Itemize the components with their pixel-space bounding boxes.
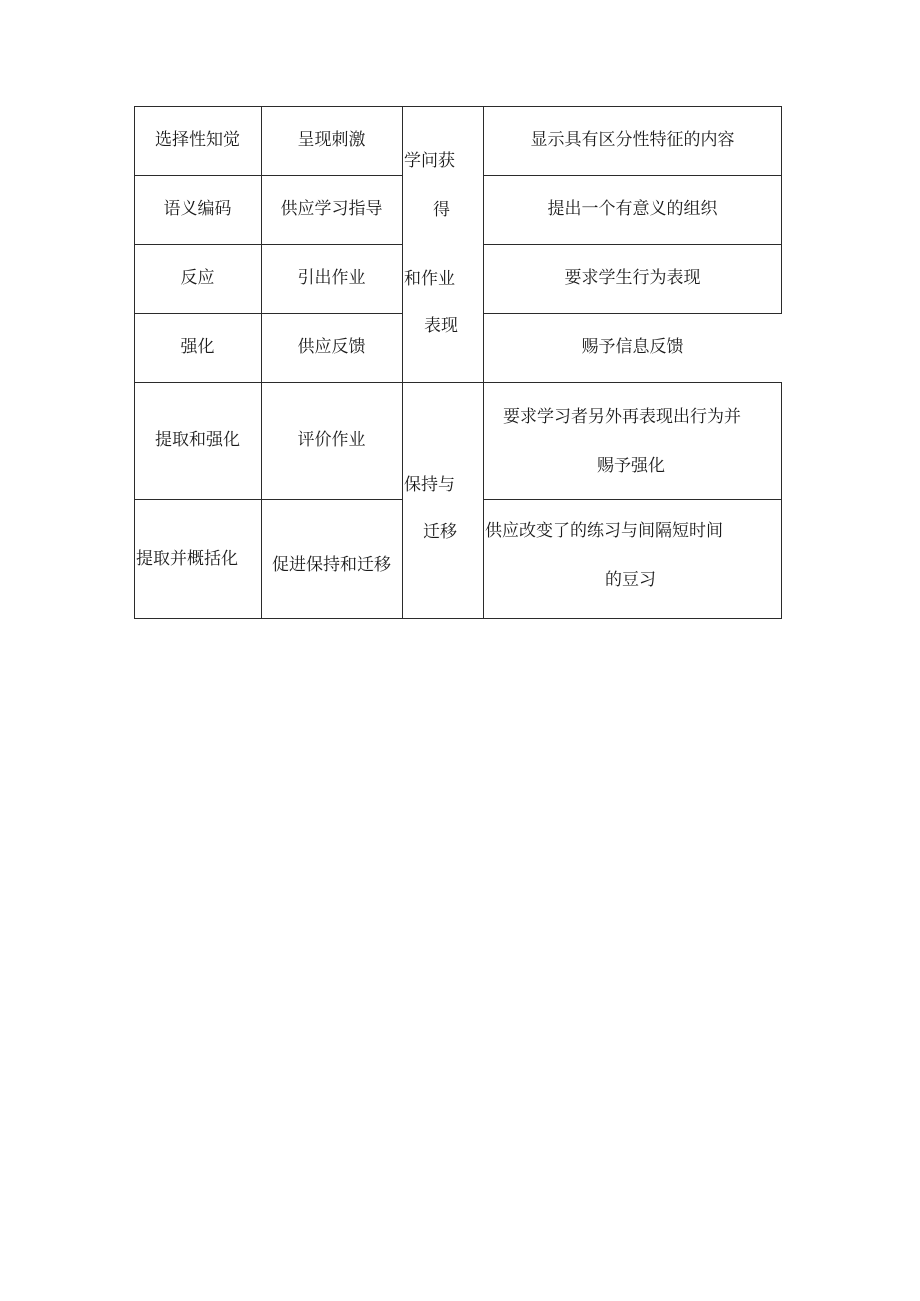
desc-cell: 赐予信息反馈 xyxy=(581,337,684,357)
desc-line: 要求学习者另外再表现出行为并 xyxy=(503,407,741,427)
group-line: 保持与 xyxy=(404,475,455,495)
event-cell: 供应学习指导 xyxy=(280,199,383,219)
event-cell: 评价作业 xyxy=(297,430,366,450)
event-cell: 引出作业 xyxy=(297,268,366,288)
desc-cell: 显示具有区分性特征的内容 xyxy=(530,130,735,150)
phase-cell: 反应 xyxy=(180,268,215,288)
phase-cell: 提取并概括化 xyxy=(136,548,238,569)
group-line: 学问获 xyxy=(404,151,455,171)
phase-cell: 提取和强化 xyxy=(155,430,240,450)
instruction-events-table xyxy=(134,106,782,619)
desc-cell: 要求学生行为表现 xyxy=(564,268,701,288)
group-cell-acquisition xyxy=(402,106,483,382)
phase-cell: 选择性知觉 xyxy=(155,130,240,150)
event-cell: 促进保持和迁移 xyxy=(272,554,391,575)
group-line: 迁移 xyxy=(423,522,457,542)
desc-line: 赐予强化 xyxy=(597,456,665,476)
event-cell: 供应反馈 xyxy=(297,337,366,357)
desc-cell: 提出一个有意义的组织 xyxy=(547,199,718,219)
group-line: 表现 xyxy=(424,316,458,336)
desc-cell xyxy=(483,382,782,499)
phase-cell: 语义编码 xyxy=(163,199,232,219)
event-cell: 呈现刺激 xyxy=(297,130,366,150)
desc-cell xyxy=(483,499,782,619)
group-line: 和作业 xyxy=(404,269,455,289)
group-line: 得 xyxy=(433,200,450,220)
desc-line: 供应改变了的练习与间隔短时间 xyxy=(485,521,723,541)
phase-cell: 强化 xyxy=(180,337,215,357)
group-cell-transfer xyxy=(402,382,483,619)
desc-line: 的豆习 xyxy=(605,570,656,590)
